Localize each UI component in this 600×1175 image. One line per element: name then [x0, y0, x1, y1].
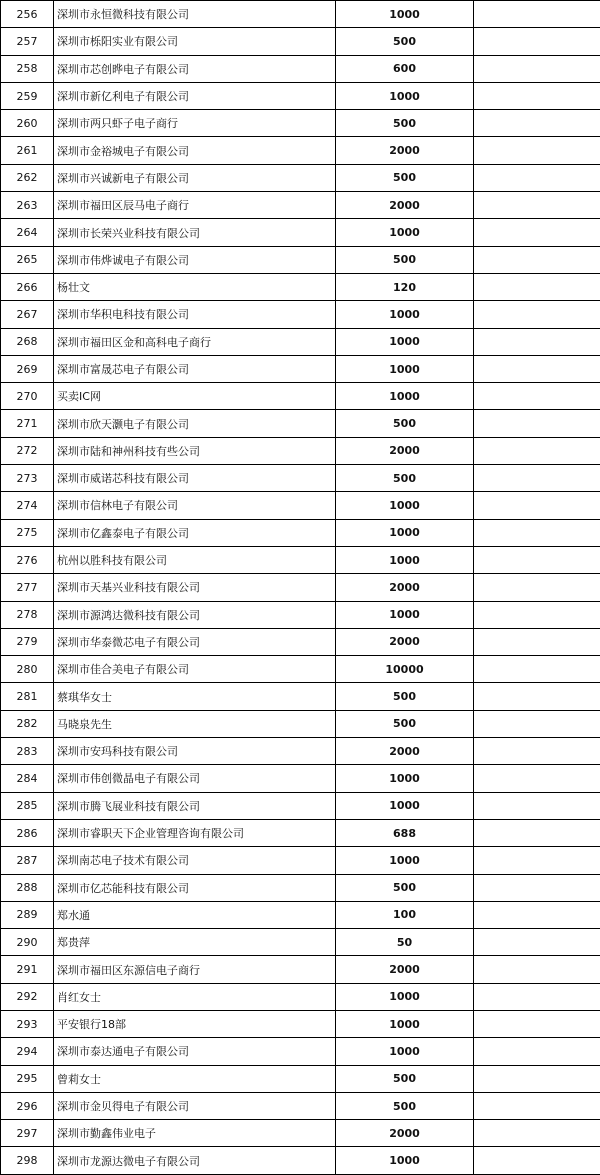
table-row — [1, 956, 600, 983]
remark-cell — [474, 137, 600, 164]
row-number-cell: 274 — [1, 492, 54, 519]
table-row — [1, 383, 600, 410]
row-number-cell: 283 — [1, 738, 54, 765]
donor-name-cell: 深圳市福田区辰马电子商行 — [54, 192, 336, 219]
table-row — [1, 192, 600, 219]
row-number-cell: 289 — [1, 901, 54, 928]
remark-cell — [474, 601, 600, 628]
donor-name-cell: 深圳市永恒微科技有限公司 — [54, 1, 336, 28]
row-number-cell: 287 — [1, 847, 54, 874]
row-number-cell: 279 — [1, 628, 54, 655]
amount-cell: 1000 — [336, 792, 474, 819]
amount-cell: 2000 — [336, 192, 474, 219]
remark-cell — [474, 1120, 600, 1147]
donor-name-cell: 深圳市泰达通电子有限公司 — [54, 1038, 336, 1065]
donor-name-cell: 深圳市福田区金和高科电子商行 — [54, 328, 336, 355]
row-number-cell: 266 — [1, 273, 54, 300]
table-row — [1, 628, 600, 655]
table-row — [1, 82, 600, 109]
remark-cell — [474, 683, 600, 710]
amount-cell: 1000 — [336, 847, 474, 874]
row-number-cell: 285 — [1, 792, 54, 819]
row-number-cell: 280 — [1, 656, 54, 683]
donor-name-cell: 深圳市金裕城电子有限公司 — [54, 137, 336, 164]
amount-cell: 2000 — [336, 574, 474, 601]
row-number-cell: 281 — [1, 683, 54, 710]
row-number-cell: 298 — [1, 1147, 54, 1174]
amount-cell: 2000 — [336, 1120, 474, 1147]
row-number-cell: 282 — [1, 710, 54, 737]
row-number-cell: 292 — [1, 983, 54, 1010]
donor-name-cell: 深圳市陆和神州科技有些公司 — [54, 437, 336, 464]
row-number-cell: 275 — [1, 519, 54, 546]
remark-cell — [474, 574, 600, 601]
row-number-cell: 268 — [1, 328, 54, 355]
table-row — [1, 55, 600, 82]
table-row — [1, 246, 600, 273]
remark-cell — [474, 956, 600, 983]
table-row — [1, 765, 600, 792]
table-row — [1, 1010, 600, 1037]
donor-name-cell: 杭州以胜科技有限公司 — [54, 546, 336, 573]
donor-name-cell: 深圳市伟创微晶电子有限公司 — [54, 765, 336, 792]
table-row — [1, 110, 600, 137]
donor-name-cell: 深圳市龙源达微电子有限公司 — [54, 1147, 336, 1174]
amount-cell: 1000 — [336, 355, 474, 382]
remark-cell — [474, 1038, 600, 1065]
donor-name-cell: 深圳市新亿利电子有限公司 — [54, 82, 336, 109]
amount-cell: 500 — [336, 410, 474, 437]
amount-cell: 500 — [336, 110, 474, 137]
amount-cell: 1000 — [336, 1147, 474, 1174]
donor-name-cell: 平安银行18部 — [54, 1010, 336, 1037]
remark-cell — [474, 792, 600, 819]
remark-cell — [474, 1092, 600, 1119]
amount-cell: 1000 — [336, 1038, 474, 1065]
row-number-cell: 273 — [1, 465, 54, 492]
donor-name-cell: 曾莉女士 — [54, 1065, 336, 1092]
table-row — [1, 437, 600, 464]
table-row — [1, 273, 600, 300]
amount-cell: 688 — [336, 819, 474, 846]
row-number-cell: 267 — [1, 301, 54, 328]
remark-cell — [474, 383, 600, 410]
remark-cell — [474, 628, 600, 655]
table-row — [1, 164, 600, 191]
amount-cell: 100 — [336, 901, 474, 928]
remark-cell — [474, 492, 600, 519]
remark-cell — [474, 1010, 600, 1037]
remark-cell — [474, 656, 600, 683]
table-row — [1, 683, 600, 710]
row-number-cell: 296 — [1, 1092, 54, 1119]
row-number-cell: 277 — [1, 574, 54, 601]
row-number-cell: 271 — [1, 410, 54, 437]
row-number-cell: 265 — [1, 246, 54, 273]
row-number-cell: 264 — [1, 219, 54, 246]
table-row — [1, 137, 600, 164]
amount-cell: 1000 — [336, 1010, 474, 1037]
remark-cell — [474, 983, 600, 1010]
row-number-cell: 284 — [1, 765, 54, 792]
remark-cell — [474, 847, 600, 874]
row-number-cell: 259 — [1, 82, 54, 109]
amount-cell: 2000 — [336, 628, 474, 655]
table-row — [1, 601, 600, 628]
amount-cell: 500 — [336, 164, 474, 191]
table-row — [1, 738, 600, 765]
donor-name-cell: 深圳市腾飞展业科技有限公司 — [54, 792, 336, 819]
table-row — [1, 983, 600, 1010]
donor-name-cell: 郑水通 — [54, 901, 336, 928]
row-number-cell: 260 — [1, 110, 54, 137]
table-row — [1, 1120, 600, 1147]
remark-cell — [474, 465, 600, 492]
row-number-cell: 263 — [1, 192, 54, 219]
amount-cell: 1000 — [336, 328, 474, 355]
remark-cell — [474, 219, 600, 246]
remark-cell — [474, 519, 600, 546]
donor-name-cell: 深圳市威诺芯科技有限公司 — [54, 465, 336, 492]
donor-name-cell: 买卖IC网 — [54, 383, 336, 410]
donor-name-cell: 深圳市亿芯能科技有限公司 — [54, 874, 336, 901]
row-number-cell: 256 — [1, 1, 54, 28]
amount-cell: 1000 — [336, 219, 474, 246]
donor-name-cell: 深圳市富晟芯电子有限公司 — [54, 355, 336, 382]
remark-cell — [474, 1147, 600, 1174]
remark-cell — [474, 738, 600, 765]
remark-cell — [474, 192, 600, 219]
amount-cell: 2000 — [336, 738, 474, 765]
row-number-cell: 258 — [1, 55, 54, 82]
amount-cell: 1000 — [336, 601, 474, 628]
amount-cell: 1000 — [336, 1, 474, 28]
remark-cell — [474, 1, 600, 28]
row-number-cell: 261 — [1, 137, 54, 164]
amount-cell: 2000 — [336, 437, 474, 464]
table-row — [1, 519, 600, 546]
remark-cell — [474, 819, 600, 846]
table-row — [1, 1092, 600, 1119]
remark-cell — [474, 901, 600, 928]
donor-name-cell: 深圳市佳合美电子有限公司 — [54, 656, 336, 683]
donor-name-cell: 深圳市金贝得电子有限公司 — [54, 1092, 336, 1119]
row-number-cell: 297 — [1, 1120, 54, 1147]
row-number-cell: 257 — [1, 28, 54, 55]
donor-name-cell: 深圳南芯电子技术有限公司 — [54, 847, 336, 874]
remark-cell — [474, 55, 600, 82]
amount-cell: 1000 — [336, 519, 474, 546]
amount-cell: 1000 — [336, 546, 474, 573]
remark-cell — [474, 929, 600, 956]
table-row — [1, 1038, 600, 1065]
donor-name-cell: 深圳市睿职天下企业管理咨询有限公司 — [54, 819, 336, 846]
row-number-cell: 269 — [1, 355, 54, 382]
table-row — [1, 847, 600, 874]
table-row — [1, 819, 600, 846]
amount-cell: 1000 — [336, 983, 474, 1010]
remark-cell — [474, 273, 600, 300]
donor-name-cell: 深圳市伟烨诚电子有限公司 — [54, 246, 336, 273]
table-row — [1, 710, 600, 737]
row-number-cell: 294 — [1, 1038, 54, 1065]
amount-cell: 500 — [336, 874, 474, 901]
donor-name-cell: 杨壮文 — [54, 273, 336, 300]
row-number-cell: 286 — [1, 819, 54, 846]
row-number-cell: 295 — [1, 1065, 54, 1092]
amount-cell: 120 — [336, 273, 474, 300]
donor-name-cell: 深圳市亿鑫泰电子有限公司 — [54, 519, 336, 546]
donor-name-cell: 蔡琪华女士 — [54, 683, 336, 710]
table-row — [1, 1147, 600, 1174]
donor-name-cell: 深圳市勤鑫伟业电子 — [54, 1120, 336, 1147]
amount-cell: 500 — [336, 28, 474, 55]
donor-name-cell: 深圳市天基兴业科技有限公司 — [54, 574, 336, 601]
amount-cell: 1000 — [336, 765, 474, 792]
row-number-cell: 270 — [1, 383, 54, 410]
table-row — [1, 901, 600, 928]
amount-cell: 500 — [336, 465, 474, 492]
table-row — [1, 410, 600, 437]
amount-cell: 500 — [336, 683, 474, 710]
table-row — [1, 301, 600, 328]
donor-name-cell: 肖红女士 — [54, 983, 336, 1010]
table-row — [1, 355, 600, 382]
donor-name-cell: 深圳市源鸿达微科技有限公司 — [54, 601, 336, 628]
remark-cell — [474, 1065, 600, 1092]
table-row — [1, 546, 600, 573]
table-row — [1, 1065, 600, 1092]
amount-cell: 1000 — [336, 82, 474, 109]
remark-cell — [474, 546, 600, 573]
donor-name-cell: 深圳市安玛科技有限公司 — [54, 738, 336, 765]
remark-cell — [474, 28, 600, 55]
amount-cell: 1000 — [336, 492, 474, 519]
table-row — [1, 874, 600, 901]
remark-cell — [474, 164, 600, 191]
amount-cell: 2000 — [336, 956, 474, 983]
remark-cell — [474, 765, 600, 792]
amount-cell: 10000 — [336, 656, 474, 683]
donor-name-cell: 马晓泉先生 — [54, 710, 336, 737]
row-number-cell: 293 — [1, 1010, 54, 1037]
donor-name-cell: 深圳市华泰微芯电子有限公司 — [54, 628, 336, 655]
table-row — [1, 492, 600, 519]
remark-cell — [474, 82, 600, 109]
table-row — [1, 219, 600, 246]
remark-cell — [474, 874, 600, 901]
donor-name-cell: 深圳市两只虾子电子商行 — [54, 110, 336, 137]
amount-cell: 2000 — [336, 137, 474, 164]
amount-cell: 500 — [336, 246, 474, 273]
donor-name-cell: 深圳市华积电科技有限公司 — [54, 301, 336, 328]
remark-cell — [474, 355, 600, 382]
remark-cell — [474, 410, 600, 437]
amount-cell: 1000 — [336, 301, 474, 328]
amount-cell: 500 — [336, 710, 474, 737]
remark-cell — [474, 710, 600, 737]
table-row — [1, 574, 600, 601]
donor-name-cell: 深圳市福田区东源信电子商行 — [54, 956, 336, 983]
amount-cell: 50 — [336, 929, 474, 956]
donor-name-cell: 深圳市栎阳实业有限公司 — [54, 28, 336, 55]
donor-name-cell: 郑贵萍 — [54, 929, 336, 956]
amount-cell: 600 — [336, 55, 474, 82]
table-row — [1, 656, 600, 683]
table-body — [1, 1, 600, 1175]
row-number-cell: 262 — [1, 164, 54, 191]
donor-name-cell: 深圳市兴诚新电子有限公司 — [54, 164, 336, 191]
row-number-cell: 272 — [1, 437, 54, 464]
table-row — [1, 1, 600, 28]
amount-cell: 500 — [336, 1065, 474, 1092]
row-number-cell: 288 — [1, 874, 54, 901]
remark-cell — [474, 110, 600, 137]
amount-cell: 1000 — [336, 383, 474, 410]
table-row — [1, 28, 600, 55]
remark-cell — [474, 437, 600, 464]
table-row — [1, 328, 600, 355]
row-number-cell: 276 — [1, 546, 54, 573]
donor-name-cell: 深圳市欣天灏电子有限公司 — [54, 410, 336, 437]
row-number-cell: 291 — [1, 956, 54, 983]
remark-cell — [474, 301, 600, 328]
row-number-cell: 278 — [1, 601, 54, 628]
remark-cell — [474, 328, 600, 355]
donor-name-cell: 深圳市信林电子有限公司 — [54, 492, 336, 519]
amount-cell: 500 — [336, 1092, 474, 1119]
row-number-cell: 290 — [1, 929, 54, 956]
donor-name-cell: 深圳市芯创晔电子有限公司 — [54, 55, 336, 82]
table-row — [1, 465, 600, 492]
table-row — [1, 792, 600, 819]
table-row — [1, 929, 600, 956]
remark-cell — [474, 246, 600, 273]
donor-name-cell: 深圳市长荣兴业科技有限公司 — [54, 219, 336, 246]
